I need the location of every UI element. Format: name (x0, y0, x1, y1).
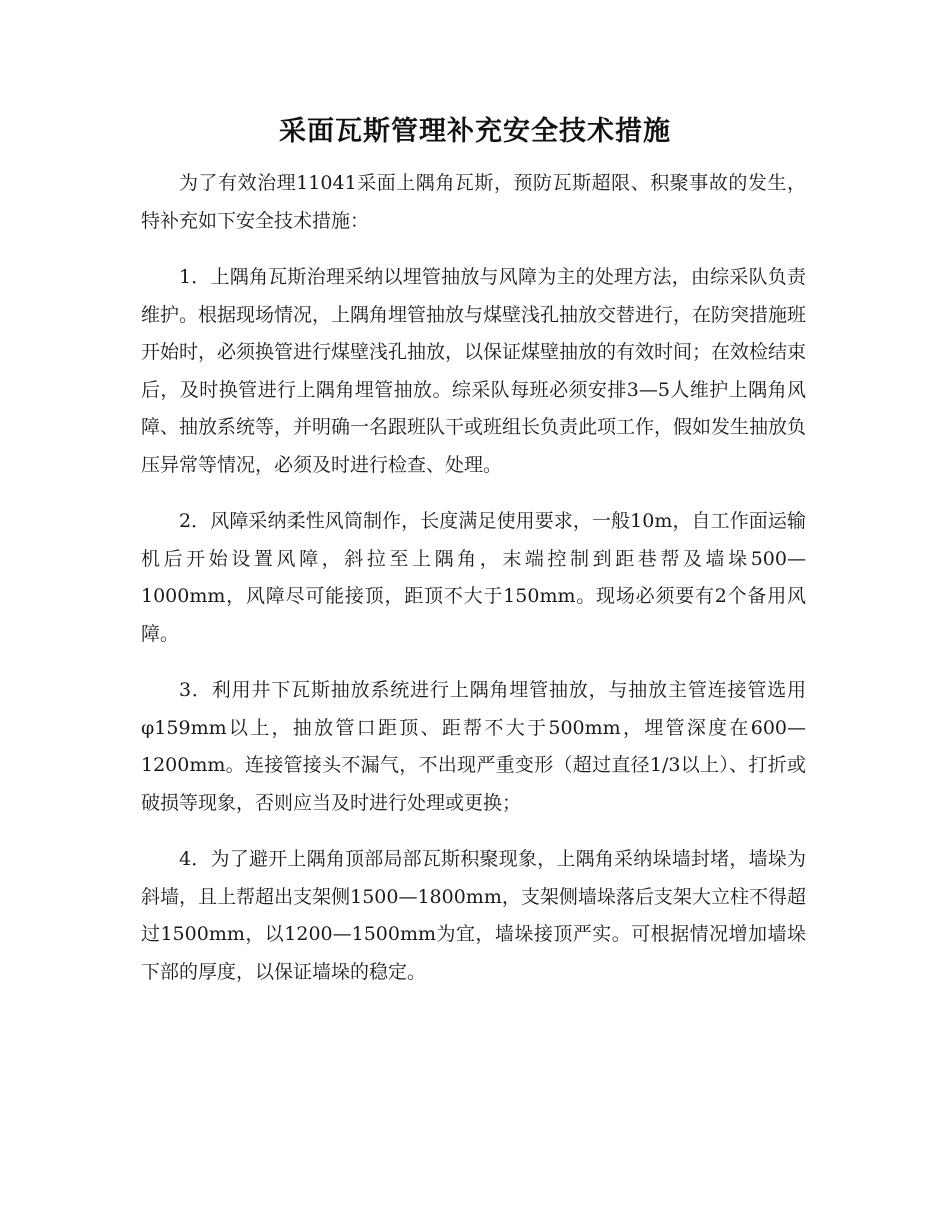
document-body (141, 165, 806, 1010)
paragraph-item-1: 1．上隅角瓦斯治理采纳以埋管抽放与风障为主的处理方法，由综采队负责维护。根据现场情况，上隅角埋管抽放与煤壁浅孔抽放交替进行，在防突措施班开始时，必须换管进行煤壁浅孔抽放，以保证煤壁抽放的有效时间；在效检结束后，及时换管进行上隅角埋管抽放。综采队每班必须安排3—5人维护上隅角风障、抽放系统等，并明确一名跟班队干或班组长负责此项工作，假如发生抽放负压异常等情况，必须及时进行检查、处理。 (141, 266, 807, 476)
paragraph-intro: 为了有效治理11041采面上隅角瓦斯，预防瓦斯超限、积聚事故的发生，特补充如下安全技术措施： (141, 172, 806, 232)
paragraph-item-2: 2．风障采纳柔性风筒制作，长度满足使用要求，一般10m，自工作面运输机后开始设置风障，斜拉至上隅角，末端控制到距巷帮及墙垛500—1000mm，风障尽可能接顶，距顶不大于150mm。现场必须要有2个备用风障。 (141, 510, 806, 645)
paragraph-item-4: 4．为了避开上隅角顶部局部瓦斯积聚现象，上隅角采纳垛墙封堵，墙垛为斜墙，且上帮超出支架侧1500—1800mm，支架侧墙垛落后支架大立柱不得超过1500mm，以1200—1500mm为宜，墙垛接顶严实。可根据情况增加墙垛下部的厚度，以保证墙垛的稳定。 (141, 848, 806, 983)
document-title: 采面瓦斯管理补充安全技术措施 (279, 116, 671, 147)
paragraph-item-3: 3．利用井下瓦斯抽放系统进行上隅角埋管抽放，与抽放主管连接管选用φ159mm以上，抽放管口距顶、距帮不大于500mm，埋管深度在600—1200mm。连接管接头不漏气，不出现严重变形（超过直径1/3以上）、打折或破损等现象，否则应当及时进行处理或更换； (141, 679, 806, 814)
